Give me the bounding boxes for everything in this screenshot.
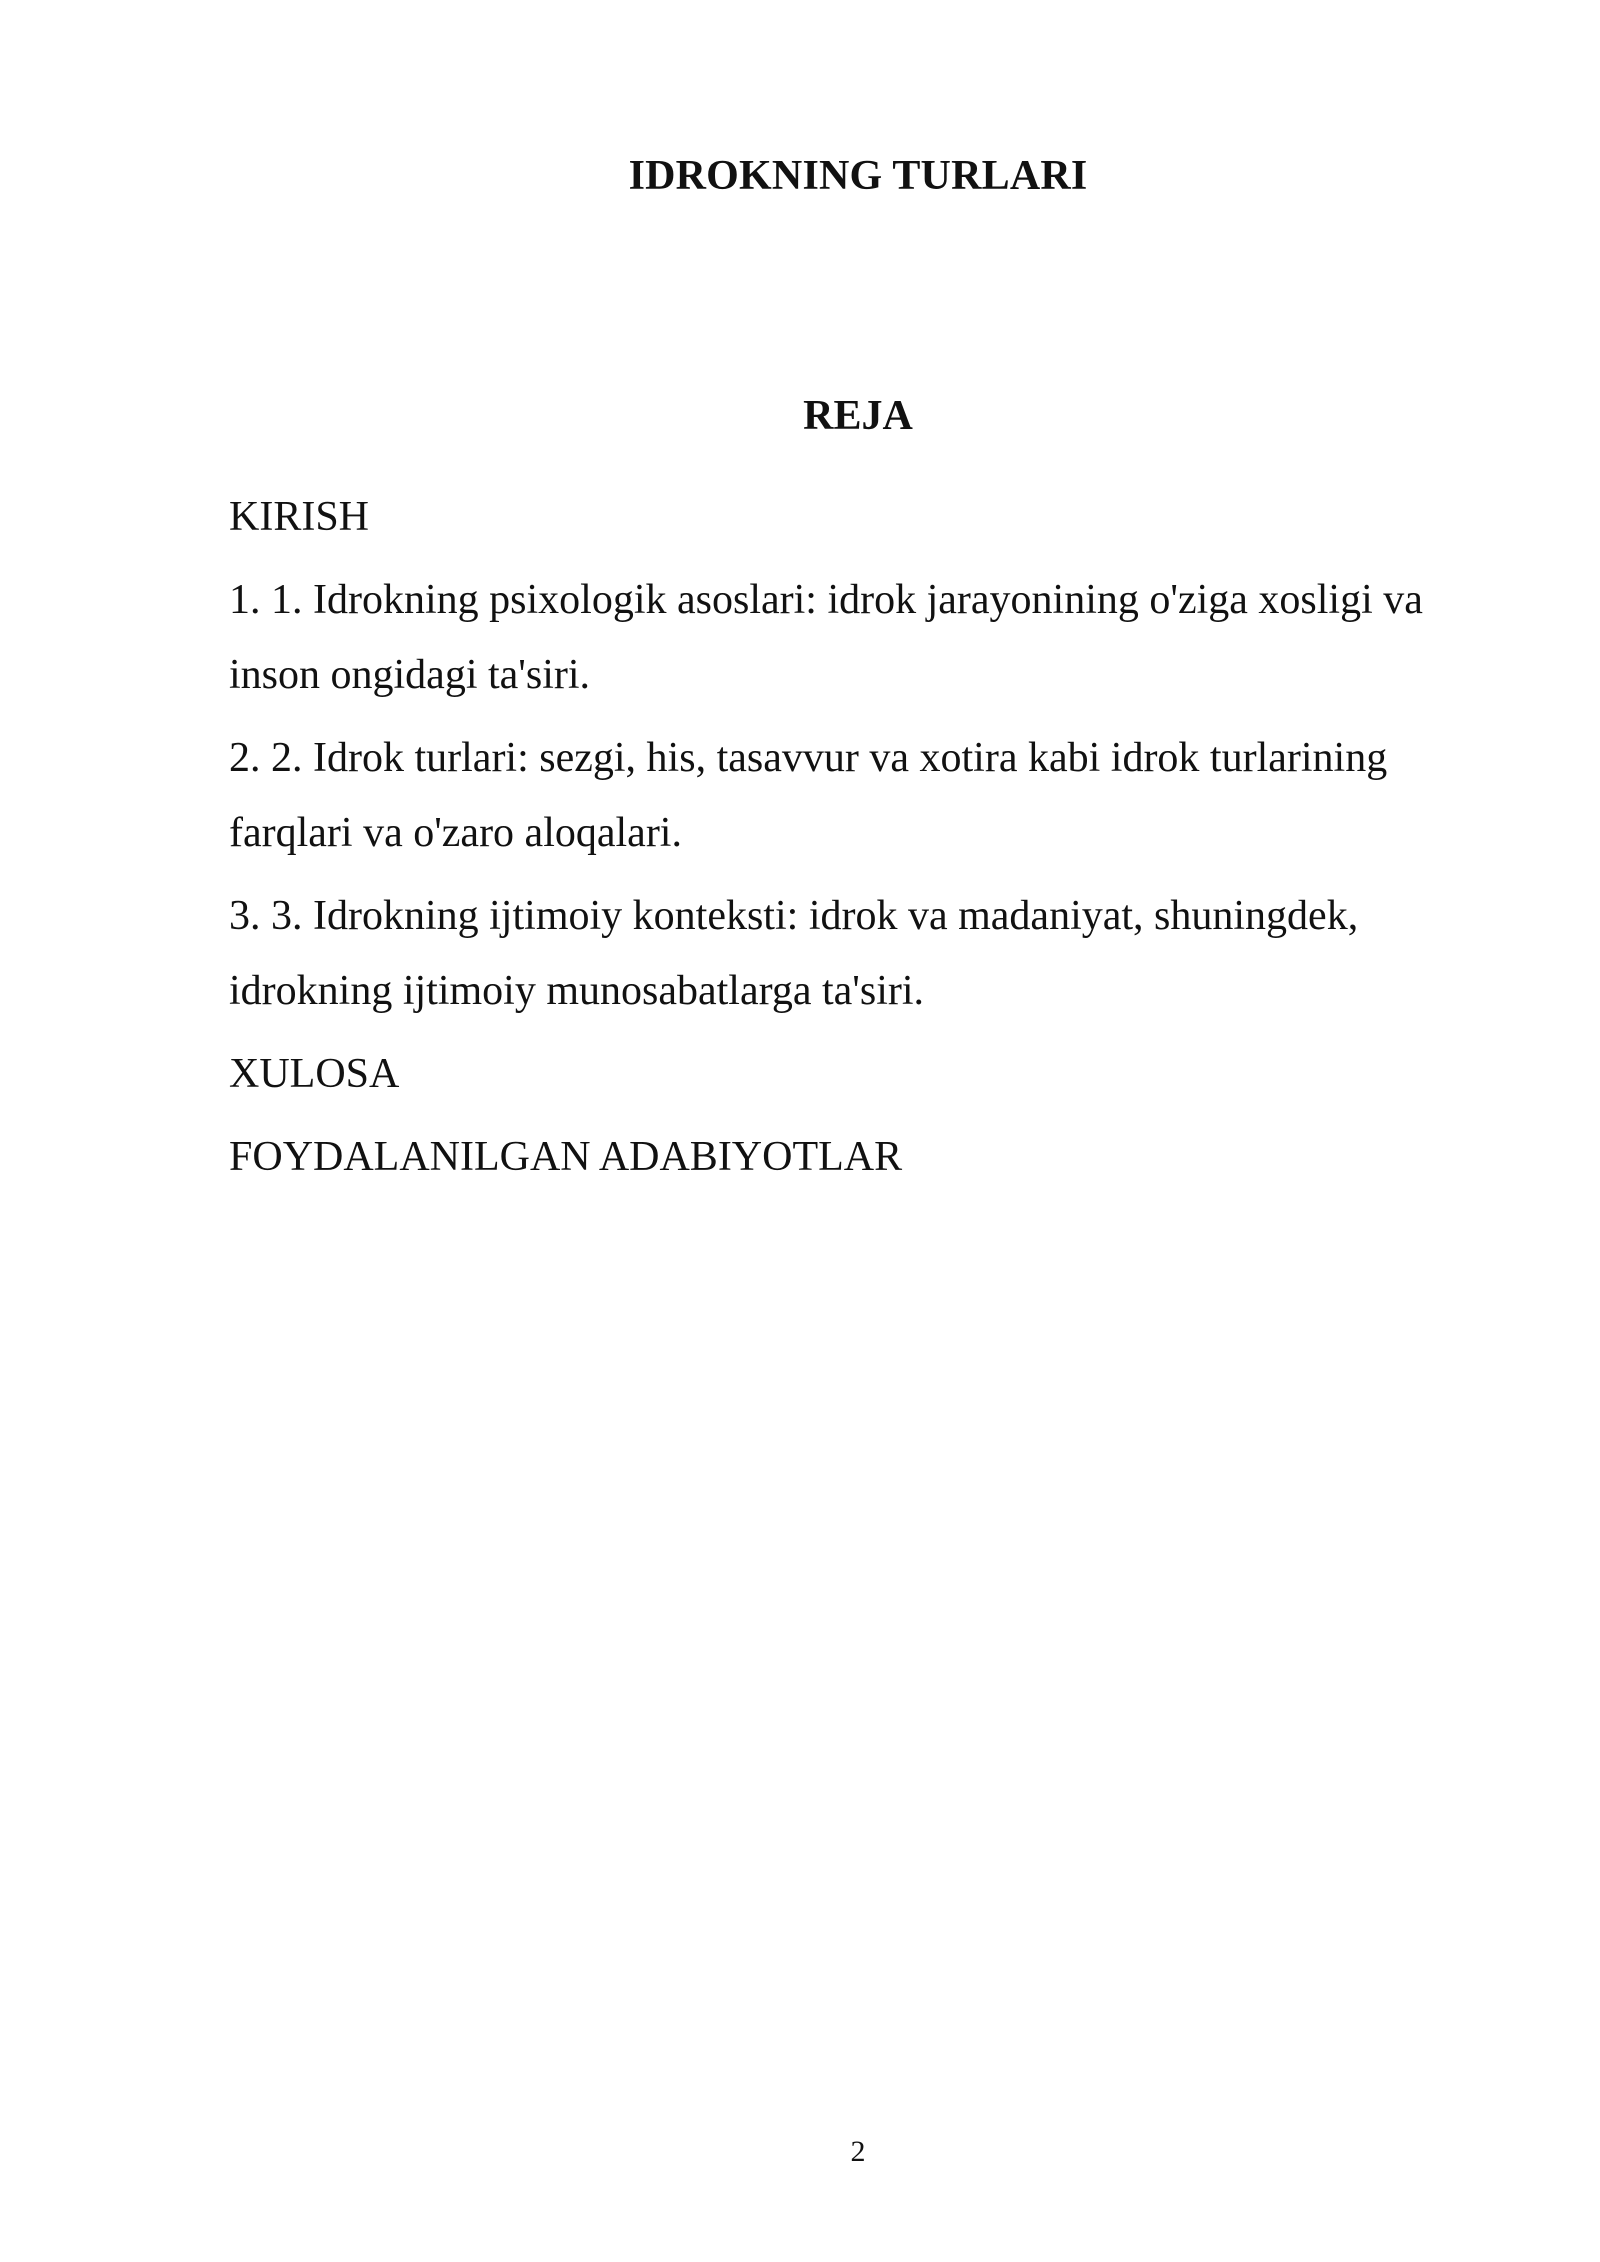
toc-item-perception-types: 2. 2. Idrok turlari: sezgi, his, tasavvur va xotira kabi idrok turlarining farqlari va o'zaro aloqalari. xyxy=(229,735,1388,856)
toc-item-social-context: 3. 3. Idrokning ijtimoiy konteksti: idrok va madaniyat, shuningdek, idrokning ijtimoiy munosabatlarga ta'siri. xyxy=(229,893,1359,1014)
document-title: IDROKNING TURLARI xyxy=(628,153,1088,199)
plan-heading: REJA xyxy=(803,393,913,439)
table-of-contents xyxy=(229,480,1479,1203)
page-number: 2 xyxy=(850,2135,866,2168)
toc-item-references: FOYDALANILGAN ADABIYOTLAR xyxy=(229,1134,903,1180)
toc-item-conclusion: XULOSA xyxy=(229,1051,400,1097)
toc-item-psychological-foundations: 1. 1. Idrokning psixologik asoslari: idrok jarayonining o'ziga xosligi va inson ongidagi ta'siri. xyxy=(229,577,1423,698)
toc-item-introduction: KIRISH xyxy=(229,494,370,540)
